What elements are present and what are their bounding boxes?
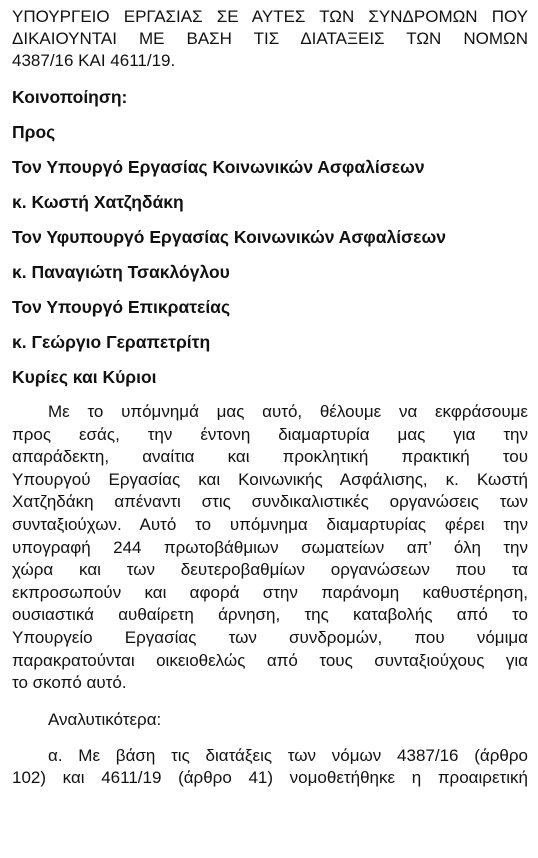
recipient-title-1: Τον Υπουργό Εργασίας Κοινωνικών Ασφαλίσεων	[12, 157, 425, 177]
paragraph-line: απαράδεκτη, αναίτια και προκλητική πρακτική του	[12, 447, 528, 467]
paragraph-line: εκπροσωπούν και αφορά στην παράνομη καθυστέρηση,	[12, 582, 528, 602]
paragraph-line: συνταξιούχων. Αυτό το υπόμνημα διαμαρτυρίας φέρει την	[12, 514, 528, 534]
paragraph-line: το σκοπό αυτό.	[12, 673, 127, 693]
intro-line: ΥΠΟΥΡΓΕΙΟ ΕΡΓΑΣΙΑΣ ΣΕ ΑΥΤΕΣ ΤΩΝ ΣΥΝΔΡΟΜΩΝ ΠΟΥ	[12, 7, 528, 26]
to-heading: Προς	[12, 122, 56, 142]
paragraph-line: Με το υπόμνημά μας αυτό, θέλουμε να εκφράσουμε	[48, 402, 528, 421]
intro-paragraph	[12, 6, 528, 72]
recipient-name-3: κ. Γεώργιο Γεραπετρίτη	[12, 332, 211, 352]
intro-line: ΔΙΚΑΙΟΥΝΤΑΙ ΜΕ ΒΑΣΗ ΤΙΣ ΔΙΑΤΑΞΕΙΣ ΤΩΝ ΝΟΜΩΝ	[12, 29, 528, 48]
salutation: Κυρίες και Κύριοι	[12, 367, 157, 387]
recipient-name-2: κ. Παναγιώτη Τσακλόγλου	[12, 262, 230, 282]
intro-line: 4387/16 ΚΑΙ 4611/19.	[12, 51, 176, 70]
paragraph-line: υπογραφή 244 πρωτοβάθμιων σωματείων απ’ όλη την	[12, 537, 528, 557]
paragraph-line: ουσιαστικά αυθαίρετη άρνηση, της καταβολής από το	[12, 605, 528, 625]
recipient-name-1: κ. Κωστή Χατζηδάκη	[12, 192, 184, 212]
paragraph-line: Υπουργού Εργασίας και Κοινωνικής Ασφάλισης, κ. Κωστή	[12, 469, 528, 489]
paragraph-line: παρακρατούνται οικειοθελώς από τους συνταξιούχους για	[12, 650, 528, 670]
cc-heading: Κοινοποίηση:	[12, 87, 128, 107]
recipient-title-2: Τον Υφυπουργό Εργασίας Κοινωνικών Ασφαλίσεων	[12, 227, 446, 247]
item-a-line: 102) και 4611/19 (άρθρο 41) νομοθετήθηκε η προαιρετική	[12, 768, 528, 788]
paragraph-line: Υπουργείο Εργασίας των συνδρομών, που νόμιμα	[12, 627, 528, 647]
paragraph-line: Χατζηδάκη απέναντι στις συνδικαλιστικές οργανώσεις των	[12, 492, 528, 512]
main-paragraph	[12, 401, 528, 695]
document-page	[12, 6, 528, 790]
item-a-paragraph	[12, 745, 528, 790]
paragraph-line: χώρα και των δευτεροβαθμίων οργανώσεων που τα	[12, 560, 528, 580]
paragraph-line: προς εσάς, την έντονη διαμαρτυρία μας για την	[12, 424, 528, 444]
item-a-line: α. Με βάση τις διατάξεις των νόμων 4387/16 (άρθρο	[48, 745, 528, 765]
recipient-title-3: Τον Υπουργό Επικρατείας	[12, 297, 231, 317]
details-subheading: Αναλυτικότερα:	[48, 709, 162, 729]
